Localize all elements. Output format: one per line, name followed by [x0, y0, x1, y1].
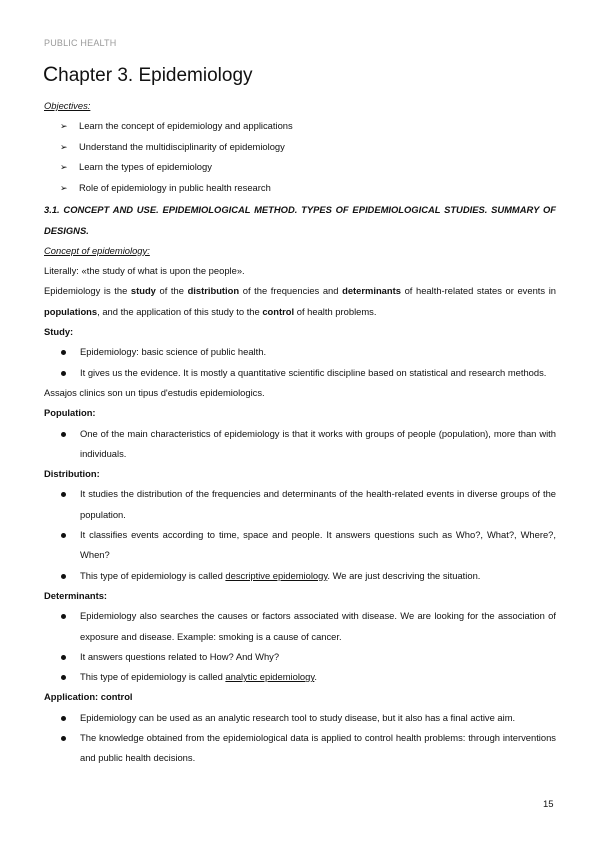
catalan-note: Assajos clinics son un tipus d'estudis epidemiologics. [44, 386, 265, 398]
bullet-icon [61, 350, 66, 355]
objective-item: ➢ Role of epidemiology in public health research [44, 178, 556, 199]
determinants-list [44, 606, 556, 687]
list-item: Epidemiology also searches the causes or factors associated with disease. We are looking for the association of exposure and disease. Example: smoking is a cause of cancer. [44, 606, 556, 647]
arrow-bullet-icon: ➢ [60, 182, 68, 193]
descriptive-epidemiology-term: descriptive epidemiology [225, 569, 328, 581]
objective-item: ➢ Understand the multidisciplinarity of epidemiology [44, 137, 556, 158]
bullet-icon [61, 716, 66, 721]
list-item: One of the main characteristics of epidemiology is that it works with groups of people (population), more than with individuals. [44, 424, 556, 465]
bullet-icon [61, 574, 66, 579]
list-item: The knowledge obtained from the epidemiological data is applied to control health problems: through interventions and public health decisions. [44, 728, 556, 769]
concept-label: Concept of epidemiology: [44, 244, 150, 256]
distribution-list [44, 484, 556, 585]
analytic-epidemiology-term: analytic epidemiology [225, 671, 315, 683]
title-initial: C [43, 63, 59, 86]
determinants-label: Determinants: [44, 589, 108, 601]
bullet-icon [61, 655, 66, 660]
arrow-bullet-icon: ➢ [60, 121, 68, 132]
list-item: Epidemiology: basic science of public health. [44, 342, 556, 362]
bullet-icon [61, 533, 66, 538]
population-list [44, 424, 556, 465]
title-rest: hapter 3. Epidemiology [58, 65, 253, 86]
list-item: This type of epidemiology is called analytic epidemiology. [44, 667, 556, 687]
page-number: 15 [543, 799, 554, 810]
chapter-title [43, 63, 253, 87]
objectives-label: Objectives: [44, 100, 91, 111]
arrow-bullet-icon: ➢ [60, 141, 68, 152]
list-item: It classifies events according to time, space and people. It answers questions such as Who?, What?, Where?, When? [44, 525, 556, 566]
bullet-icon [61, 675, 66, 680]
list-item: It answers questions related to How? And Why? [44, 647, 556, 667]
objective-item: ➢ Learn the concept of epidemiology and applications [44, 116, 556, 137]
objective-item: ➢ Learn the types of epidemiology [44, 157, 556, 178]
bullet-icon [61, 492, 66, 497]
bullet-icon [61, 432, 66, 437]
bullet-icon [61, 614, 66, 619]
objectives-list [44, 116, 556, 198]
list-item: This type of epidemiology is called descriptive epidemiology. We are just descriving the situation. [44, 566, 556, 586]
list-item: It gives us the evidence. It is mostly a quantitative scientific discipline based on statistical and research methods. [44, 363, 556, 383]
arrow-bullet-icon: ➢ [60, 162, 68, 173]
study-list [44, 342, 556, 383]
definition-paragraph: Epidemiology is the study of the distribution of the frequencies and determinants of health-related states or events in populations, and the application of this study to the control of health problems. [44, 285, 556, 317]
list-item: It studies the distribution of the frequencies and determinants of the health-related events in diverse groups of the population. [44, 484, 556, 525]
document-body [44, 96, 556, 769]
running-header: PUBLIC HEALTH [44, 38, 117, 48]
literally-text: Literally: «the study of what is upon the people». [44, 265, 245, 277]
study-label: Study: [44, 326, 74, 338]
bullet-icon [61, 736, 66, 741]
application-label: Application: control [44, 691, 133, 703]
population-label: Population: [44, 407, 96, 419]
bullet-icon [61, 371, 66, 376]
section-heading: 3.1. CONCEPT AND USE. EPIDEMIOLOGICAL METHOD. TYPES OF EPIDEMIOLOGICAL STUDIES. SUMMARY OF DESIGNS. [44, 204, 556, 236]
application-list [44, 708, 556, 769]
distribution-label: Distribution: [44, 468, 100, 480]
list-item: Epidemiology can be used as an analytic research tool to study disease, but it also has a final active aim. [44, 708, 556, 728]
